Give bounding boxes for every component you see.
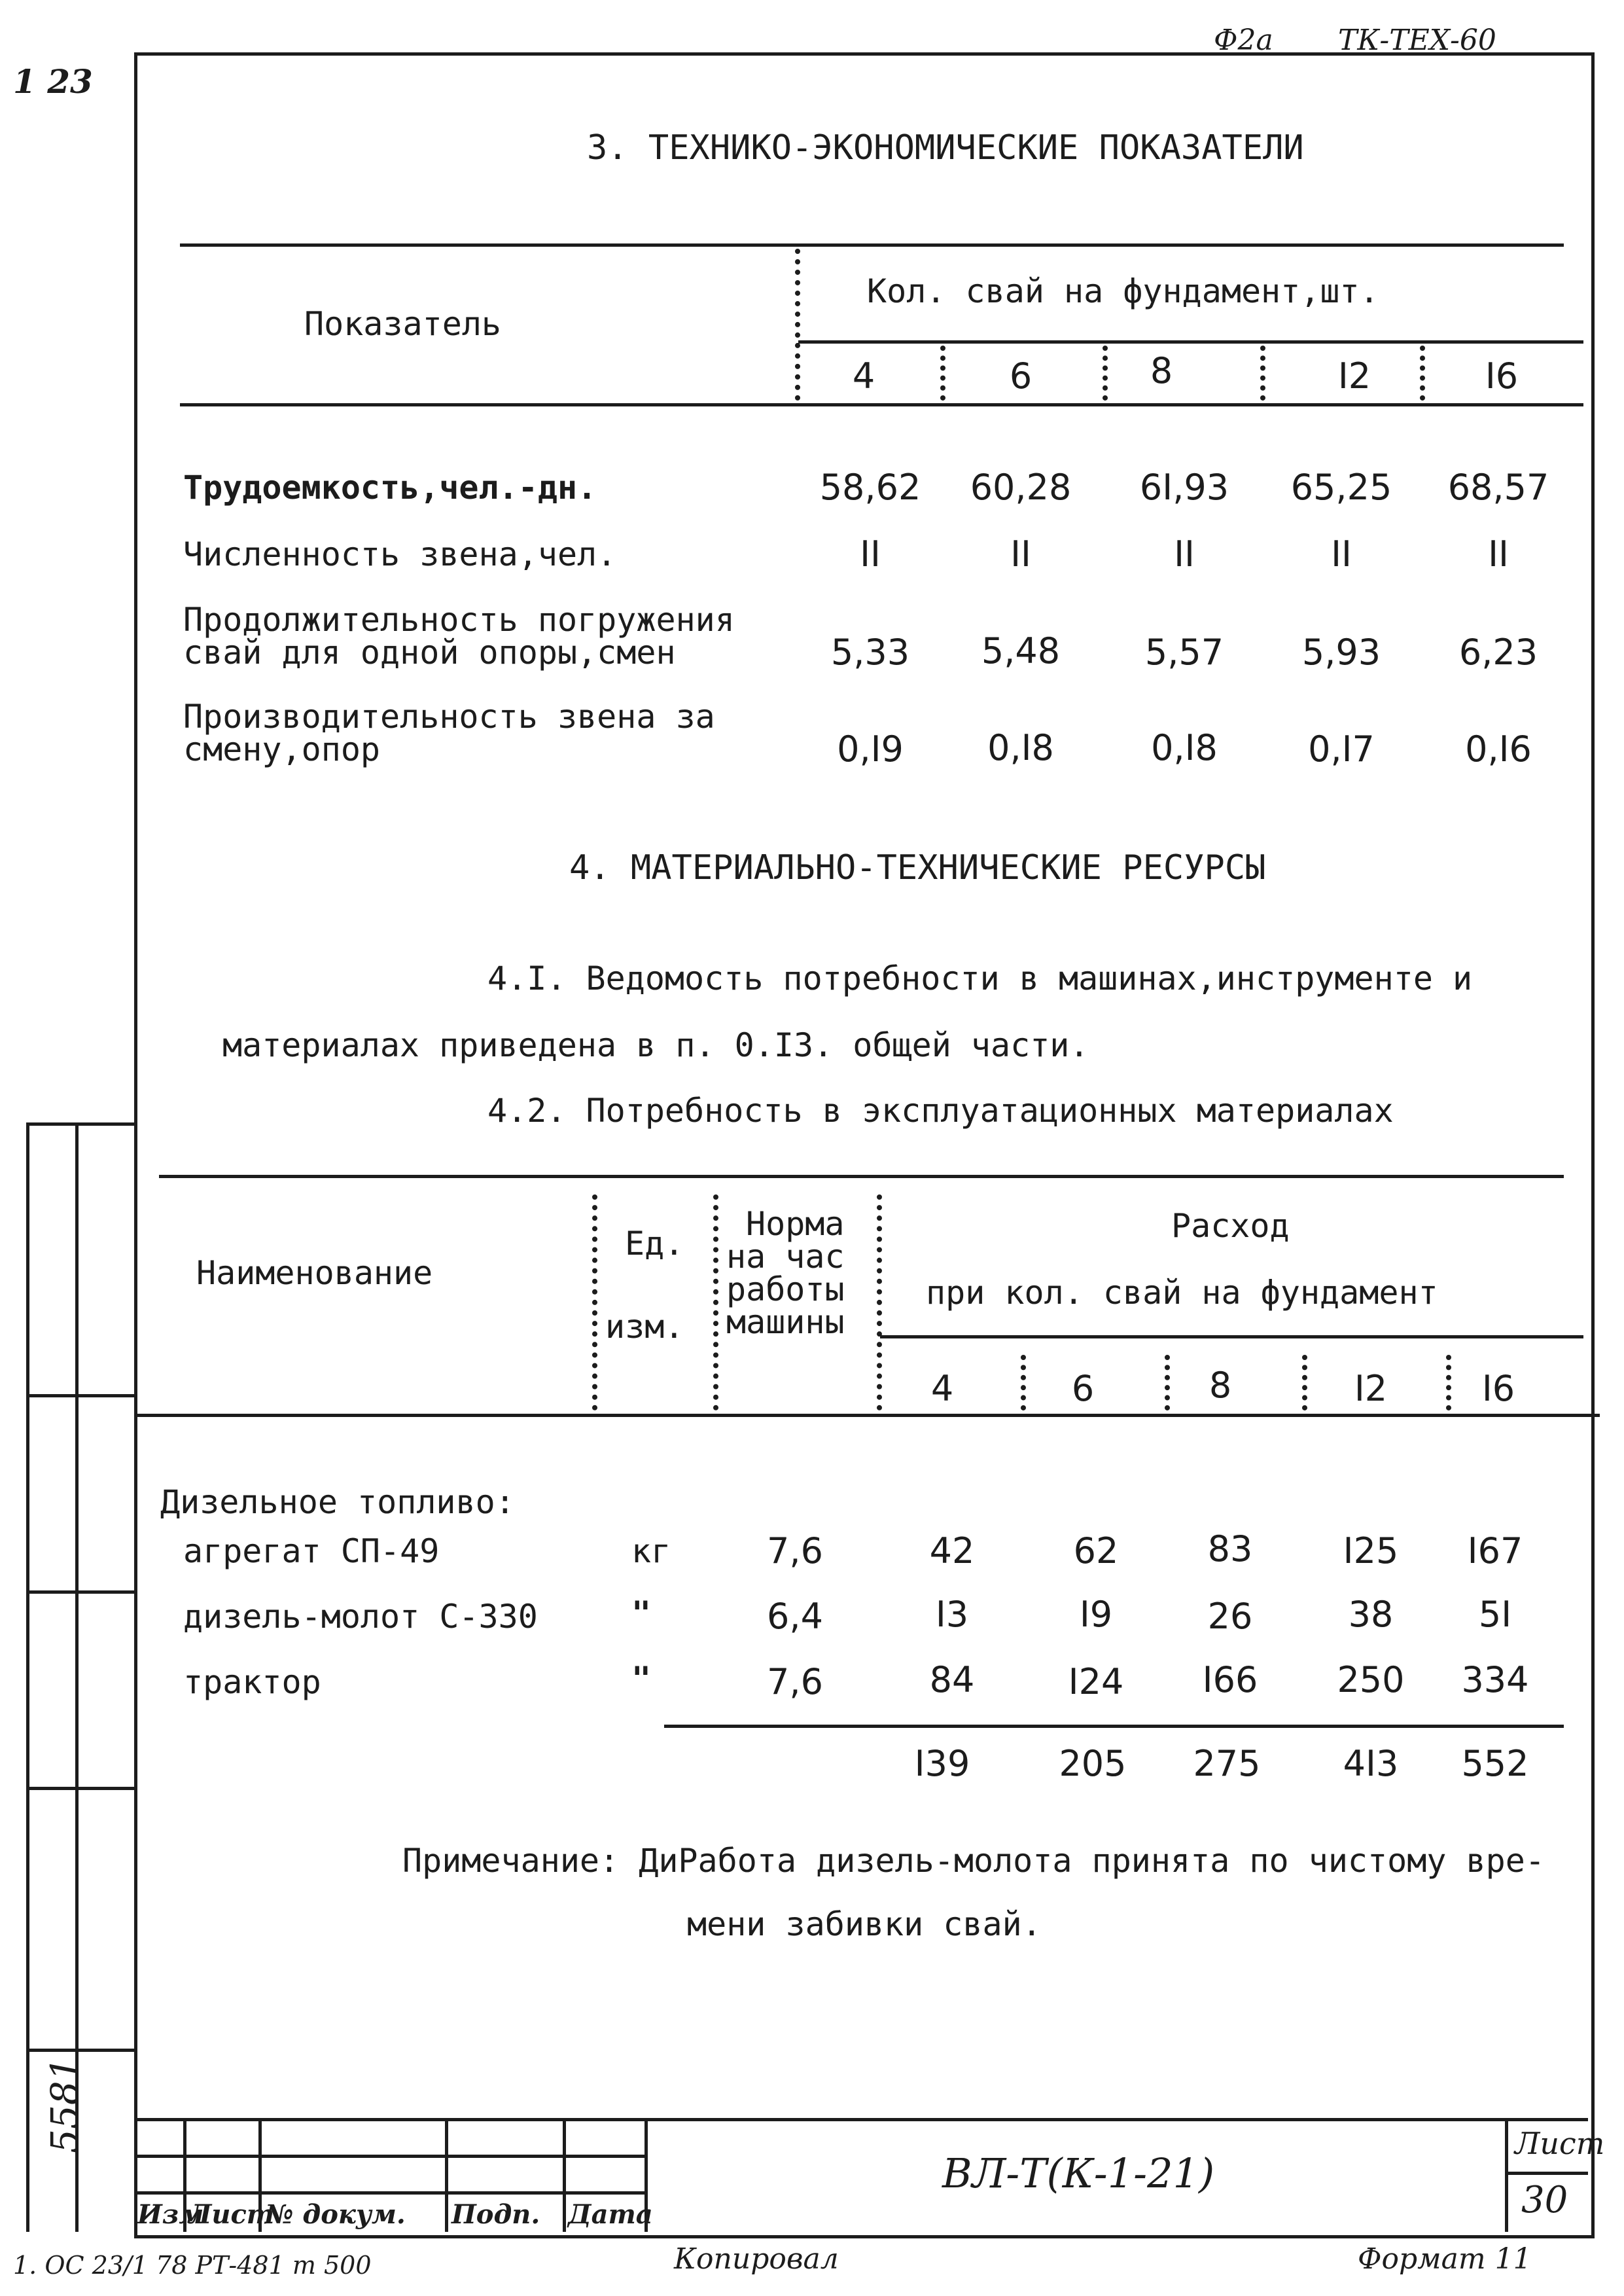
sheet-box-left xyxy=(1505,2118,1508,2232)
table1-pile-count-12: I2 xyxy=(1337,355,1371,397)
table1-sub-div3 xyxy=(1260,346,1265,401)
title-block-col4 xyxy=(563,2118,566,2232)
para-4-1-line1: 4.I. Ведомость потребности в машинах,инструменте и xyxy=(487,960,1473,997)
table2-total: 205 xyxy=(1059,1743,1127,1784)
side-strip-sep4 xyxy=(26,2049,137,2052)
title-block-col3 xyxy=(445,2118,448,2232)
table2-cell: 5I xyxy=(1478,1594,1512,1635)
table2-cell: 84 xyxy=(929,1659,975,1700)
title-block-row1 xyxy=(134,2155,644,2158)
table2-total: 552 xyxy=(1461,1743,1529,1784)
table1-row-label: Численность звена,чел. xyxy=(183,535,617,573)
table1-cell: II xyxy=(1331,533,1352,575)
side-strip-line-outer xyxy=(26,1122,29,2232)
sheet-number: 30 xyxy=(1521,2179,1568,2221)
table2-total: 275 xyxy=(1193,1743,1261,1784)
table2-cell: I24 xyxy=(1068,1661,1124,1702)
side-strip-sep1 xyxy=(26,1394,137,1397)
note-line1: Примечание: ДиРабота дизель-молота принята по чистому вре- xyxy=(402,1842,1545,1880)
table1-sub-div2 xyxy=(1103,346,1108,401)
table1-cell: 0,I8 xyxy=(1151,727,1218,768)
table1-cell: 58,62 xyxy=(819,467,921,508)
table1-pile-count-4: 4 xyxy=(852,355,875,397)
table2-cell: I3 xyxy=(935,1594,969,1635)
table2-cell: I25 xyxy=(1343,1530,1399,1571)
table2-total: 4I3 xyxy=(1343,1743,1399,1784)
table2-pile-count-8: 8 xyxy=(1209,1365,1232,1406)
table1-header-pile-group: Кол. свай на фундамент,шт. xyxy=(867,272,1379,310)
table2-row-norm: 7,6 xyxy=(767,1530,823,1571)
title-block-top xyxy=(134,2118,1588,2121)
table2-header-consumption: Расход xyxy=(1171,1207,1290,1245)
table2-group-label: Дизельное топливо: xyxy=(160,1483,515,1521)
side-stamp-number: 5581 xyxy=(43,2056,87,2153)
table2-row-unit: " xyxy=(631,1660,652,1698)
table2-cell: 42 xyxy=(929,1530,975,1571)
table2-total-rule xyxy=(664,1725,1564,1728)
table2-header-norm: работы xyxy=(726,1270,845,1308)
margin-note: 1 23 xyxy=(13,62,93,101)
bottom-format: Формат 11 xyxy=(1358,2242,1532,2276)
table1-row-label: смену,опор xyxy=(183,730,381,768)
table1-header-bottom xyxy=(180,403,1583,406)
table1-cell: 60,28 xyxy=(970,467,1072,508)
table2-pile-count-12: I2 xyxy=(1354,1368,1388,1409)
title-col-doc: № докум. xyxy=(265,2199,406,2230)
sheet-label: Лист xyxy=(1515,2126,1605,2161)
table1-cell: II xyxy=(860,533,881,575)
table1-pile-count-8: 8 xyxy=(1150,350,1173,391)
table2-div-norm xyxy=(713,1194,718,1410)
table2-header-unit: изм. xyxy=(605,1308,684,1346)
table2-cell: 62 xyxy=(1073,1530,1119,1571)
side-strip-top xyxy=(26,1122,137,1126)
table2-div-consumption xyxy=(877,1194,882,1410)
side-strip-sep3 xyxy=(26,1787,137,1790)
table2-pile-count-16: I6 xyxy=(1481,1368,1515,1409)
table1-cell: 5,93 xyxy=(1301,632,1381,673)
table1-top-rule xyxy=(180,243,1564,247)
table1-cell: 0,I6 xyxy=(1465,728,1532,770)
table2-header-unit: Ед. xyxy=(625,1225,684,1263)
table1-row-label: Трудоемкость,чел.-дн. xyxy=(183,469,597,507)
table2-total: I39 xyxy=(914,1743,970,1784)
table1-row-label: свай для одной опоры,смен xyxy=(183,634,676,672)
table2-sub-div1 xyxy=(1021,1355,1026,1410)
table2-header-bottom xyxy=(134,1414,1600,1417)
para-4-1-line2: материалах приведена в п. 0.I3. общей части. xyxy=(222,1026,1089,1064)
table2-sub-div3 xyxy=(1302,1355,1307,1410)
table1-cell: II xyxy=(1174,533,1195,575)
table2-div-unit xyxy=(592,1194,597,1410)
table2-header-norm: машины xyxy=(726,1303,845,1341)
section3-title: 3. ТЕХНИКО-ЭКОНОМИЧЕСКИЕ ПОКАЗАТЕЛИ xyxy=(587,128,1304,168)
table1-cell: 5,33 xyxy=(830,632,910,673)
table2-cell: 38 xyxy=(1348,1594,1394,1635)
title-col-change: Изм xyxy=(137,2199,204,2230)
table1-cell: 5,48 xyxy=(981,630,1061,672)
table2-header-consumption-sub: при кол. свай на фундамент xyxy=(926,1274,1438,1312)
table2-header-norm: Норма xyxy=(746,1205,845,1243)
table1-sub-div4 xyxy=(1420,346,1425,401)
table1-header-indicator: Показатель xyxy=(304,305,502,343)
table1-cell: 65,25 xyxy=(1290,467,1392,508)
table2-row-name: трактор xyxy=(183,1663,321,1701)
sheet-box-mid xyxy=(1505,2172,1588,2175)
table1-pile-count-6: 6 xyxy=(1009,355,1033,397)
table2-header-norm: на час xyxy=(726,1238,845,1276)
table1-cell: II xyxy=(1488,533,1509,575)
table1-cell: 0,I9 xyxy=(837,728,904,770)
table1-row-label: Производительность звена за xyxy=(183,698,715,736)
bottom-copied-by: Копировал xyxy=(674,2242,839,2276)
table1-cell: 68,57 xyxy=(1447,467,1549,508)
table1-row-label: Продолжительность погружения xyxy=(183,601,735,639)
table2-row-unit: кг xyxy=(631,1532,671,1570)
table2-cell: 26 xyxy=(1207,1596,1253,1637)
table2-cell: I66 xyxy=(1202,1659,1258,1700)
top-stamp-right: ТК-ТЕХ-60 xyxy=(1338,24,1496,57)
table1-cell: 6,23 xyxy=(1458,632,1538,673)
para-4-2: 4.2. Потребность в эксплуатационных материалах xyxy=(487,1092,1394,1130)
table2-cell: 83 xyxy=(1207,1528,1253,1570)
title-col-sheet: Лист xyxy=(188,2199,275,2230)
table2-sub-div4 xyxy=(1446,1355,1451,1410)
table1-pile-count-16: I6 xyxy=(1485,355,1519,397)
table1-cell: 0,I8 xyxy=(987,727,1054,768)
table2-row-name: агрегат СП-49 xyxy=(183,1532,440,1570)
table2-header-name: Наименование xyxy=(196,1254,433,1292)
table1-col-divider xyxy=(795,249,800,401)
title-block-row2 xyxy=(134,2191,644,2195)
table2-sub-rule xyxy=(880,1335,1583,1338)
side-strip-sep2 xyxy=(26,1590,137,1594)
table1-cell: 5,57 xyxy=(1144,632,1224,673)
document-code: ВЛ-Т(К-1-21) xyxy=(942,2149,1215,2197)
table1-sub-div1 xyxy=(940,346,945,401)
table1-cell: II xyxy=(1010,533,1031,575)
table2-row-name: дизель-молот С-330 xyxy=(183,1598,538,1636)
note-line2: мени забивки свай. xyxy=(687,1905,1042,1943)
table1-sub-rule xyxy=(798,340,1583,344)
title-col-sign: Подп. xyxy=(451,2199,540,2230)
table2-row-unit: " xyxy=(631,1594,652,1632)
table2-cell: I67 xyxy=(1467,1530,1523,1571)
table2-pile-count-4: 4 xyxy=(930,1368,954,1409)
top-stamp-left: Ф2а xyxy=(1214,24,1273,57)
table2-row-norm: 7,6 xyxy=(767,1661,823,1702)
title-col-date: Дата xyxy=(568,2199,653,2230)
table2-top-rule xyxy=(159,1175,1564,1178)
table2-cell: 334 xyxy=(1461,1659,1529,1700)
table1-cell: 6I,93 xyxy=(1139,467,1229,508)
bottom-order-stamp: 1. ОС 23/1 78 РТ-481 т 500 xyxy=(13,2251,372,2280)
table2-sub-div2 xyxy=(1165,1355,1170,1410)
table2-cell: 250 xyxy=(1337,1659,1405,1700)
table2-row-norm: 6,4 xyxy=(767,1596,823,1637)
section4-title: 4. МАТЕРИАЛЬНО-ТЕХНИЧЕСКИЕ РЕСУРСЫ xyxy=(569,848,1266,888)
table2-pile-count-6: 6 xyxy=(1071,1368,1095,1409)
table1-cell: 0,I7 xyxy=(1308,728,1375,770)
table2-cell: I9 xyxy=(1079,1594,1113,1635)
